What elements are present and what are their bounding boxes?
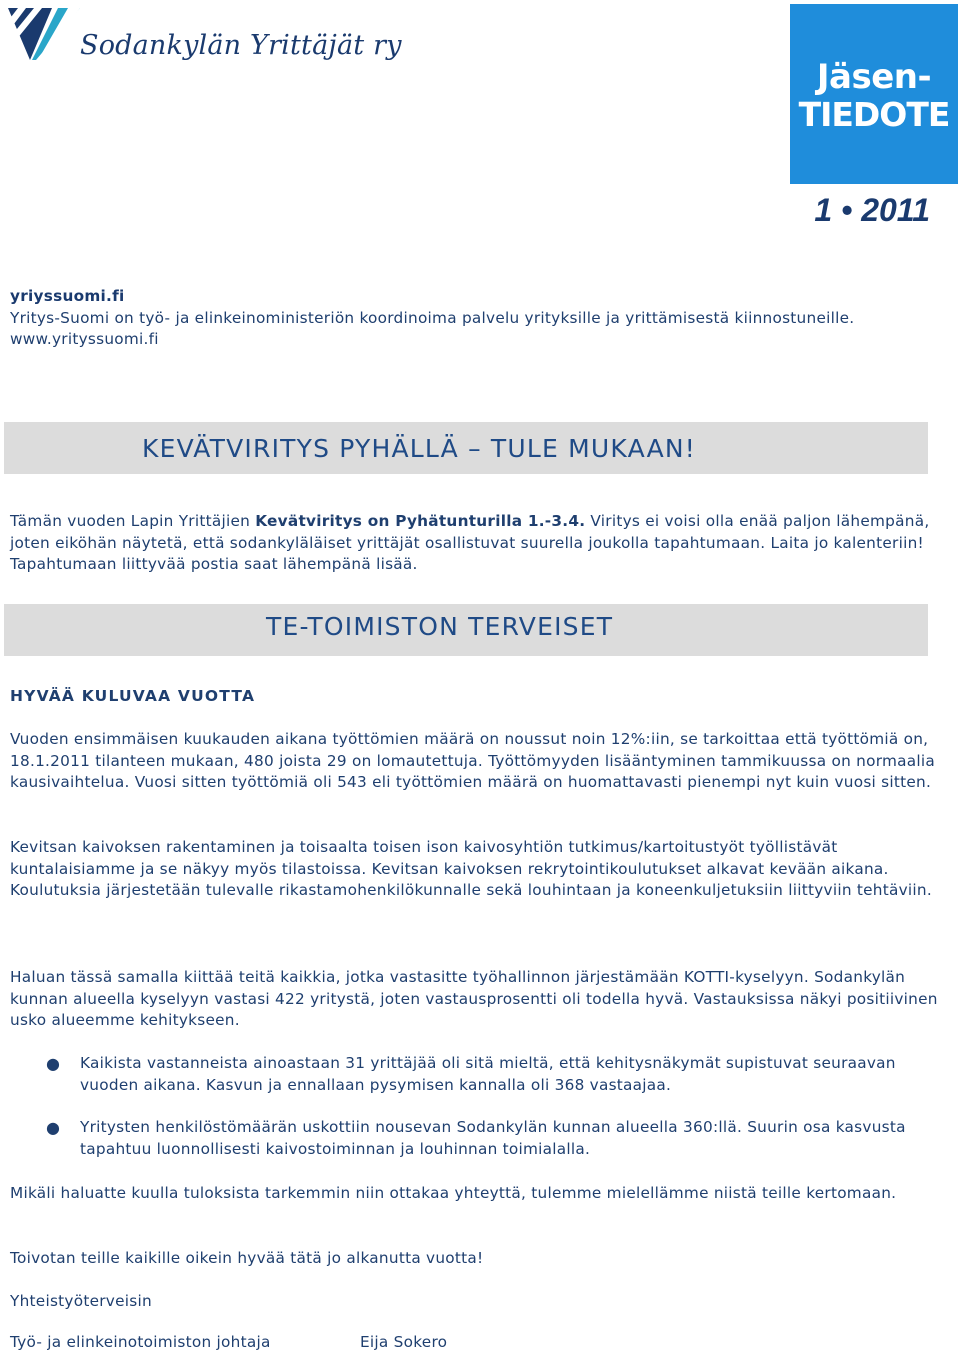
kevatviritys-date: Kevätviritys on Pyhätunturilla 1.-3.4. xyxy=(255,512,586,530)
list-item xyxy=(0,1117,940,1160)
kevatviritys-paragraph xyxy=(10,511,940,576)
section-band-kevatviritys xyxy=(4,422,928,474)
intro-title[interactable]: yriyssuomi.fi xyxy=(10,287,125,305)
bullet-icon: ● xyxy=(46,1054,61,1073)
bullet-icon: ● xyxy=(46,1118,61,1138)
kevatviritys-text-start: Tämän vuoden Lapin Yrittäjien xyxy=(10,512,256,530)
signature xyxy=(10,1333,448,1351)
section-heading-kevatviritys: KEVÄTVIRITYS PYHÄLLÄ – TULE MUKAAN! xyxy=(142,434,697,463)
intro-text: Yritys-Suomi on työ- ja elinkeinoministeriön koordinoima palvelu yrityksille ja yrittämisestä kiinnostuneille. www.yrityssuomi.fi xyxy=(10,308,855,349)
closing-greeting: Yhteistyöterveisin xyxy=(10,1292,152,1310)
list-item xyxy=(0,1053,940,1096)
badge-line2: TIEDOTE xyxy=(798,95,950,134)
list-item-text: Yritysten henkilöstömäärän uskottiin nousevan Sodankylän kunnan alueella 360:llä. Suurin osa kasvusta tapahtuu luonnollisesti kaivostoiminnan ja louhinnan toimialalla. xyxy=(80,1118,906,1158)
te-paragraph-2: Kevitsan kaivoksen rakentaminen ja toisaalta toisen ison kaivosyhtiön tutkimus/kartoitustyöt työllistävät kuntalaisiamme ja se näkyy myös tilastoissa. Kevitsan kaivoksen rekrytointikoulutukset alkavat kevään aikana. Koulutuksia järjestetään tulevalle rikastamohenkilökunnalle sekä louhintaan ja koneenkuljetuksiin liittyviin tehtäviin. xyxy=(10,838,932,900)
organization-logo xyxy=(8,8,80,60)
signer-name: Eija Sokero xyxy=(360,1333,448,1351)
te-paragraph-5: Toivotan teille kaikille oikein hyvää tätä jo alkanutta vuotta! xyxy=(10,1249,484,1267)
survey-results-list xyxy=(0,1053,940,1181)
list-item-text: Kaikista vastanneista ainoastaan 31 yrittäjää oli sitä mieltä, että kehitysnäkymät supistuvat seuraavan vuoden aikana. Kasvun ja ennallaan pysymisen kannalla oli 368 vastaajaa. xyxy=(80,1054,896,1094)
kevatviritys-text-end: Viritys ei voisi olla enää paljon lähempänä, joten eiköhän näytetä, että sodankyläläiset yrittäjät osallistuvat suurella joukolla tapahtumaan. Laita jo kalenteriin! Tapahtumaan liittyvää postia saat lähempänä lisää. xyxy=(10,512,930,574)
organization-name: Sodankylän Yrittäjät ry xyxy=(80,30,402,61)
subheading: HYVÄÄ KULUVAA VUOTTA xyxy=(10,687,256,705)
signer-role: Työ- ja elinkeinotoimiston johtaja xyxy=(10,1333,271,1351)
section-heading-te-toimisto: TE-TOIMISTON TERVEISET xyxy=(266,612,614,641)
issue-number: 1 • 2011 xyxy=(814,192,930,228)
newsletter-badge xyxy=(790,4,958,184)
te-paragraph-3: Haluan tässä samalla kiittää teitä kaikkia, jotka vastasitte työhallinnon järjestämään KOTTI-kyselyyn. Sodankylän kunnan alueella kyselyyn vastasi 422 yritystä, joten vastausprosentti oli todella hyvä. Vastauksissa näkyi positiivinen usko alueemme kehitykseen. xyxy=(10,968,938,1030)
badge-line1: Jäsen- xyxy=(816,57,932,97)
intro-block xyxy=(10,286,940,351)
section-band-te-toimisto xyxy=(4,604,928,656)
te-paragraph-4: Mikäli haluatte kuulla tuloksista tarkemmin niin ottakaa yhteyttä, tulemme mielellämme niistä teille kertomaan. xyxy=(10,1184,897,1202)
te-paragraph-1: Vuoden ensimmäisen kuukauden aikana työttömien määrä on noussut noin 12%:iin, se tarkoittaa että työttömiä on, 18.1.2011 tilanteen mukaan, 480 joista 29 on lomautettuja. Työttömyyden lisääntyminen tammikuussa on normaalia kausivaihtelua. Vuosi sitten työttömiä oli 543 eli työttömien määrä on huomattavasti pienempi nyt kuin vuosi sitten. xyxy=(10,730,935,792)
